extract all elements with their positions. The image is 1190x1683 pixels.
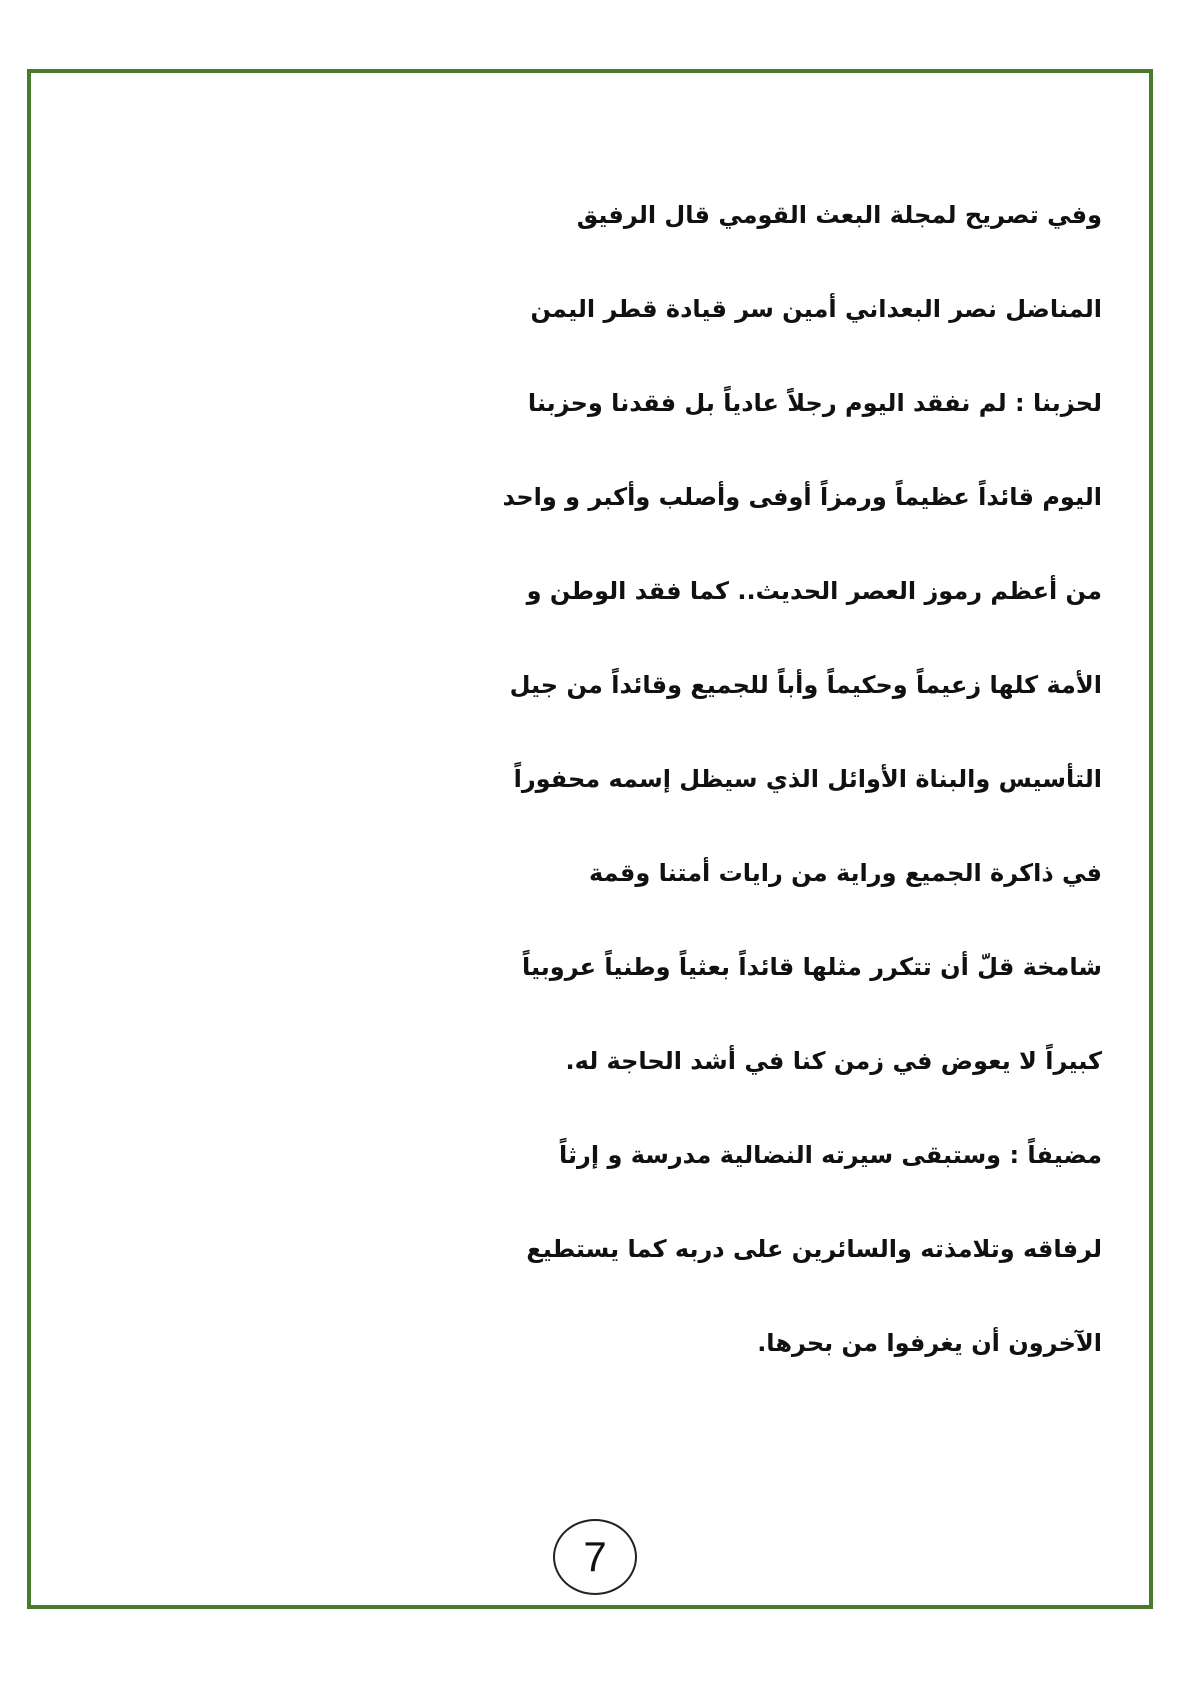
text-line-5: من أعظم رموز العصر الحديث.. كما فقد الوطن و: [526, 577, 1102, 605]
text-line-8: في ذاكرة الجميع وراية من رايات أمتنا وقمة: [588, 859, 1102, 887]
text-line-1: وفي تصريح لمجلة البعث القومي قال الرفيق: [576, 201, 1102, 229]
text-line-9: شامخة قلّ أن تتكرر مثلها قائداً بعثياً وطنياً عروبياً: [521, 953, 1102, 981]
text-line-7: التأسيس والبناة الأوائل الذي سيظل إسمه محفوراً: [513, 765, 1102, 793]
text-line-13: الآخرون أن يغرفوا من بحرها.: [757, 1329, 1102, 1357]
text-line-12: لرفاقه وتلامذته والسائرين على دربه كما يستطيع: [526, 1235, 1102, 1263]
text-line-2: المناضل نصر البعداني أمين سر قيادة قطر اليمن: [530, 295, 1102, 323]
article-body: [22, 168, 1102, 1390]
text-line-6: الأمة كلها زعيماً وحكيماً وأباً للجميع وقائداً من جيل: [509, 671, 1102, 699]
text-line-4: اليوم قائداً عظيماً ورمزاً أوفى وأصلب وأكبر و واحد: [502, 483, 1102, 511]
text-line-3: لحزبنا : لم نفقد اليوم رجلاً عادياً بل فقدنا وحزبنا: [527, 389, 1102, 417]
page-number: 7: [583, 1533, 607, 1580]
text-line-11: مضيفاً : وستبقى سيرته النضالية مدرسة و إرثاً: [559, 1141, 1102, 1169]
text-line-10: كبيراً لا يعوض في زمن كنا في أشد الحاجة له.: [565, 1047, 1102, 1075]
page-number-circle: [553, 1519, 637, 1595]
